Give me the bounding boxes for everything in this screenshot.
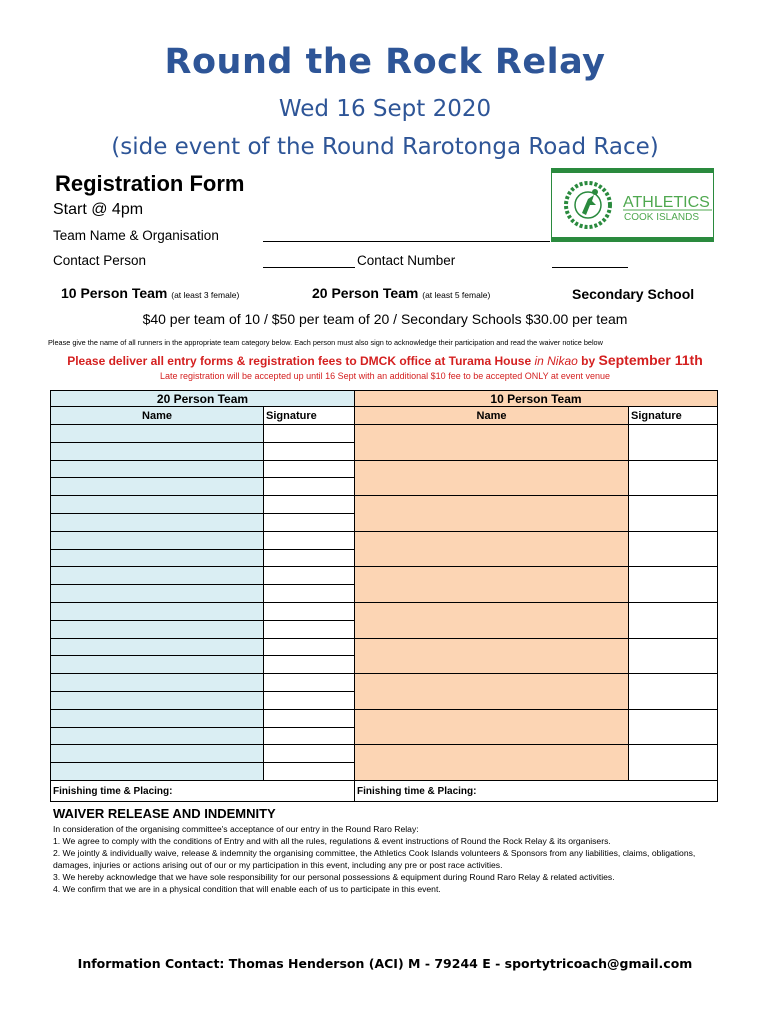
pricing-text: $40 per team of 10 / $50 per team of 20 / Secondary Schools $30.00 per team — [142, 311, 628, 327]
twenty-name-input[interactable] — [50, 460, 263, 478]
ten-person-team-option: 10 Person Team (at least 3 female) — [61, 285, 240, 301]
twenty-signature-input[interactable] — [263, 638, 354, 656]
ten-signature-column-header: Signature — [628, 406, 718, 424]
twenty-signature-input[interactable] — [263, 709, 354, 727]
ten-signature-input[interactable] — [628, 709, 718, 745]
ten-signature-input[interactable] — [628, 531, 718, 567]
twenty-name-column-header: Name — [50, 406, 263, 424]
ten-signature-input[interactable] — [628, 566, 718, 602]
delivery-notice: Please deliver all entry forms & registration fees to DMCK office at Turama House in Nikao by September 11th — [67, 352, 703, 368]
waiver-heading: WAIVER RELEASE AND INDEMNITY — [53, 806, 276, 821]
contact-number-field[interactable] — [552, 267, 628, 268]
twenty-name-input[interactable] — [50, 762, 263, 780]
registration-table — [50, 390, 718, 802]
twenty-team-header: 20 Person Team — [50, 390, 354, 406]
twenty-name-input[interactable] — [50, 549, 263, 567]
twenty-name-input[interactable] — [50, 566, 263, 584]
twenty-name-input[interactable] — [50, 727, 263, 745]
twenty-name-input[interactable] — [50, 424, 263, 442]
twenty-signature-input[interactable] — [263, 620, 354, 638]
waiver-item: 4. We confirm that we are in a physical condition that will enable each of us to participate in this event. — [53, 884, 441, 894]
twenty-signature-input[interactable] — [263, 477, 354, 495]
twenty-signature-input[interactable] — [263, 513, 354, 531]
twenty-signature-input[interactable] — [263, 566, 354, 584]
contact-person-field[interactable] — [263, 267, 355, 268]
athletics-cook-islands-logo — [551, 168, 714, 242]
twenty-name-input[interactable] — [50, 744, 263, 762]
twenty-signature-input[interactable] — [263, 495, 354, 513]
secondary-school-option: Secondary School — [572, 286, 695, 302]
twenty-signature-input[interactable] — [263, 424, 354, 442]
ten-name-input[interactable] — [354, 531, 628, 567]
waiver-text — [53, 823, 723, 895]
twenty-signature-input[interactable] — [263, 602, 354, 620]
ten-name-input[interactable] — [354, 424, 628, 460]
twenty-signature-input[interactable] — [263, 442, 354, 460]
late-registration-notice: Late registration will be accepted up until 16 Sept with an additional $10 fee to be accepted ONLY at event venue — [160, 371, 610, 381]
twenty-name-input[interactable] — [50, 691, 263, 709]
ten-signature-input[interactable] — [628, 424, 718, 460]
form-title: Registration Form — [55, 171, 245, 196]
twenty-name-input[interactable] — [50, 584, 263, 602]
ten-name-input[interactable] — [354, 709, 628, 745]
ten-name-input[interactable] — [354, 566, 628, 602]
ten-name-input[interactable] — [354, 744, 628, 780]
twenty-signature-input[interactable] — [263, 549, 354, 567]
twenty-signature-input[interactable] — [263, 762, 354, 780]
event-subtitle: (side event of the Round Rarotonga Road Race) — [111, 134, 659, 160]
twenty-name-input[interactable] — [50, 513, 263, 531]
start-time: Start @ 4pm — [53, 201, 144, 218]
svg-text:ATHLETICS: ATHLETICS — [623, 194, 710, 211]
twenty-signature-input[interactable] — [263, 531, 354, 549]
ten-name-column-header: Name — [354, 406, 628, 424]
ten-signature-input[interactable] — [628, 602, 718, 638]
twenty-signature-input[interactable] — [263, 727, 354, 745]
waiver-item: 2. We jointly & individually waive, release & indemnity the organising committee, the Athletics Cook Islands volunteers & Sponsors from any liabilities, claims, obligations, damages, injuries or actions arising out of our or my participation in this event, including any pre or post race activities. — [53, 848, 696, 870]
twenty-signature-input[interactable] — [263, 673, 354, 691]
team-name-field[interactable] — [263, 241, 550, 242]
twenty-name-input[interactable] — [50, 673, 263, 691]
twenty-name-input[interactable] — [50, 442, 263, 460]
twenty-signature-input[interactable] — [263, 460, 354, 478]
contact-number-label: Contact Number — [357, 253, 456, 268]
page-title: Round the Rock Relay — [164, 42, 606, 82]
twenty-name-input[interactable] — [50, 655, 263, 673]
ten-signature-input[interactable] — [628, 744, 718, 780]
twenty-name-input[interactable] — [50, 531, 263, 549]
twenty-signature-input[interactable] — [263, 584, 354, 602]
instructions-text: Please give the name of all runners in the appropriate team category below. Each person must also sign to acknowledge their participation and read the waiver notice below — [48, 338, 603, 347]
waiver-intro: In consideration of the organising committee's acceptance of our entry in the Round Raro Relay: — [53, 824, 419, 834]
twenty-signature-input[interactable] — [263, 691, 354, 709]
twenty-signature-input[interactable] — [263, 655, 354, 673]
ten-name-input[interactable] — [354, 602, 628, 638]
twenty-name-input[interactable] — [50, 638, 263, 656]
twenty-name-input[interactable] — [50, 477, 263, 495]
svg-text:COOK ISLANDS: COOK ISLANDS — [624, 212, 700, 223]
ten-signature-input[interactable] — [628, 673, 718, 709]
contact-person-label: Contact Person — [53, 253, 147, 268]
waiver-item: 1. We agree to comply with the conditions of Entry and with all the rules, regulations & event instructions of Round the Rock Relay & its organisers. — [53, 836, 611, 846]
logo-emblem-icon — [552, 169, 713, 241]
twenty-name-input[interactable] — [50, 602, 263, 620]
twenty-signature-column-header: Signature — [263, 406, 354, 424]
ten-name-input[interactable] — [354, 638, 628, 674]
team-name-label: Team Name & Organisation — [53, 228, 219, 243]
ten-signature-input[interactable] — [628, 638, 718, 674]
ten-signature-input[interactable] — [628, 495, 718, 531]
ten-finishing-time-field[interactable]: Finishing time & Placing: — [354, 780, 718, 802]
ten-name-input[interactable] — [354, 460, 628, 496]
ten-name-input[interactable] — [354, 673, 628, 709]
information-contact: Information Contact: Thomas Henderson (ACI) M - 79244 E - sportytricoach@gmail.com — [77, 956, 693, 971]
twenty-signature-input[interactable] — [263, 744, 354, 762]
twenty-name-input[interactable] — [50, 620, 263, 638]
twenty-person-team-option: 20 Person Team (at least 5 female) — [312, 285, 491, 301]
ten-name-input[interactable] — [354, 495, 628, 531]
waiver-item: 3. We hereby acknowledge that we have sole responsibility for our personal possessions & equipment during Round Raro Relay & related activities. — [53, 872, 615, 882]
event-date: Wed 16 Sept 2020 — [278, 96, 492, 122]
twenty-finishing-time-field[interactable]: Finishing time & Placing: — [50, 780, 354, 802]
twenty-name-input[interactable] — [50, 495, 263, 513]
ten-team-header: 10 Person Team — [354, 390, 718, 406]
twenty-name-input[interactable] — [50, 709, 263, 727]
ten-signature-input[interactable] — [628, 460, 718, 496]
